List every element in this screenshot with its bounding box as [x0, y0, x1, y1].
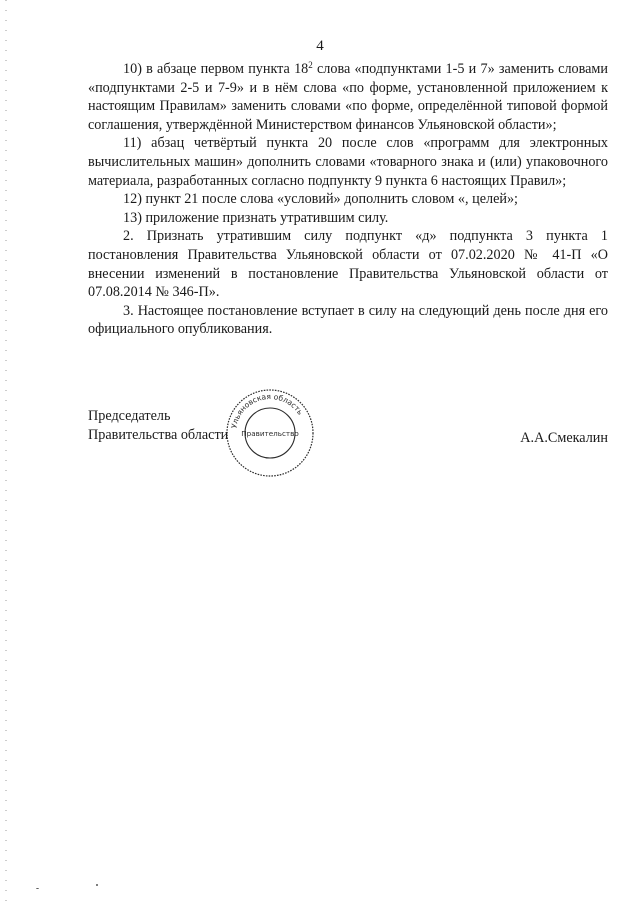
position-line-2: Правительства области: [88, 427, 229, 443]
paragraph-text: 12) пункт 21 после слова «условий» дополнить словом «, целей»;: [123, 191, 518, 208]
paragraph-item-10: [88, 60, 608, 134]
paragraph-item-12: [88, 190, 608, 209]
paragraph-section-2: [88, 227, 608, 301]
paragraph-text: 3. Настоящее постановление вступает в силу на следующий день после дня его официального опубликования.: [88, 302, 608, 338]
paragraph-text: 2. Признать утратившим силу подпункт «д» подпункта 3 пункта 1 постановления Правительства Ульяновской области от 07.02.2020 № 41-П «О внесении изменений в постановление Правительства Ульяновской области от 07.08.2014 № 346-П».: [88, 228, 608, 301]
scan-speck: [36, 888, 39, 889]
scan-edge-marks: [5, 0, 7, 905]
paragraph-text: 13) приложение признать утратившим силу.: [123, 209, 389, 226]
superscript: 2: [308, 60, 313, 70]
signatory-position: [88, 407, 228, 445]
scan-speck: [96, 884, 98, 886]
seal-center-text: Правительство: [241, 429, 299, 438]
signatory-name: А.А.Смекалин: [520, 430, 608, 446]
paragraph-text: 11) абзац четвёртый пункта 20 после слов «программ для электронных вычислительных машин» дополнить словами «товарного знака и (или) упаковочного материала, разработанных согласно подпункту 9 пункта 6 настоящих Правил»;: [88, 135, 608, 189]
paragraph-section-3: [88, 302, 608, 339]
paragraph-text: 10) в абзаце первом пункта 18: [123, 61, 309, 77]
paragraph-item-13: [88, 209, 608, 228]
signature-block: [88, 407, 608, 467]
official-seal-stamp: [218, 388, 322, 478]
page-number: 4: [316, 38, 324, 54]
seal-ring-text: Ульяновская область: [229, 391, 305, 430]
paragraph-item-11: [88, 134, 608, 190]
position-line-1: Председатель: [88, 408, 171, 424]
document-body: [88, 60, 608, 339]
paragraph-text-continued: слова «подпунктами 1-5 и 7» заменить словами «подпунктами 2-5 и 7-9» и в нём слова «по форме, установленной приложением к настоящим Правилам» заменить словами «по форме, определённой типовой формой соглашения, утверждённой Министерством финансов Ульяновской области»;: [88, 61, 608, 133]
